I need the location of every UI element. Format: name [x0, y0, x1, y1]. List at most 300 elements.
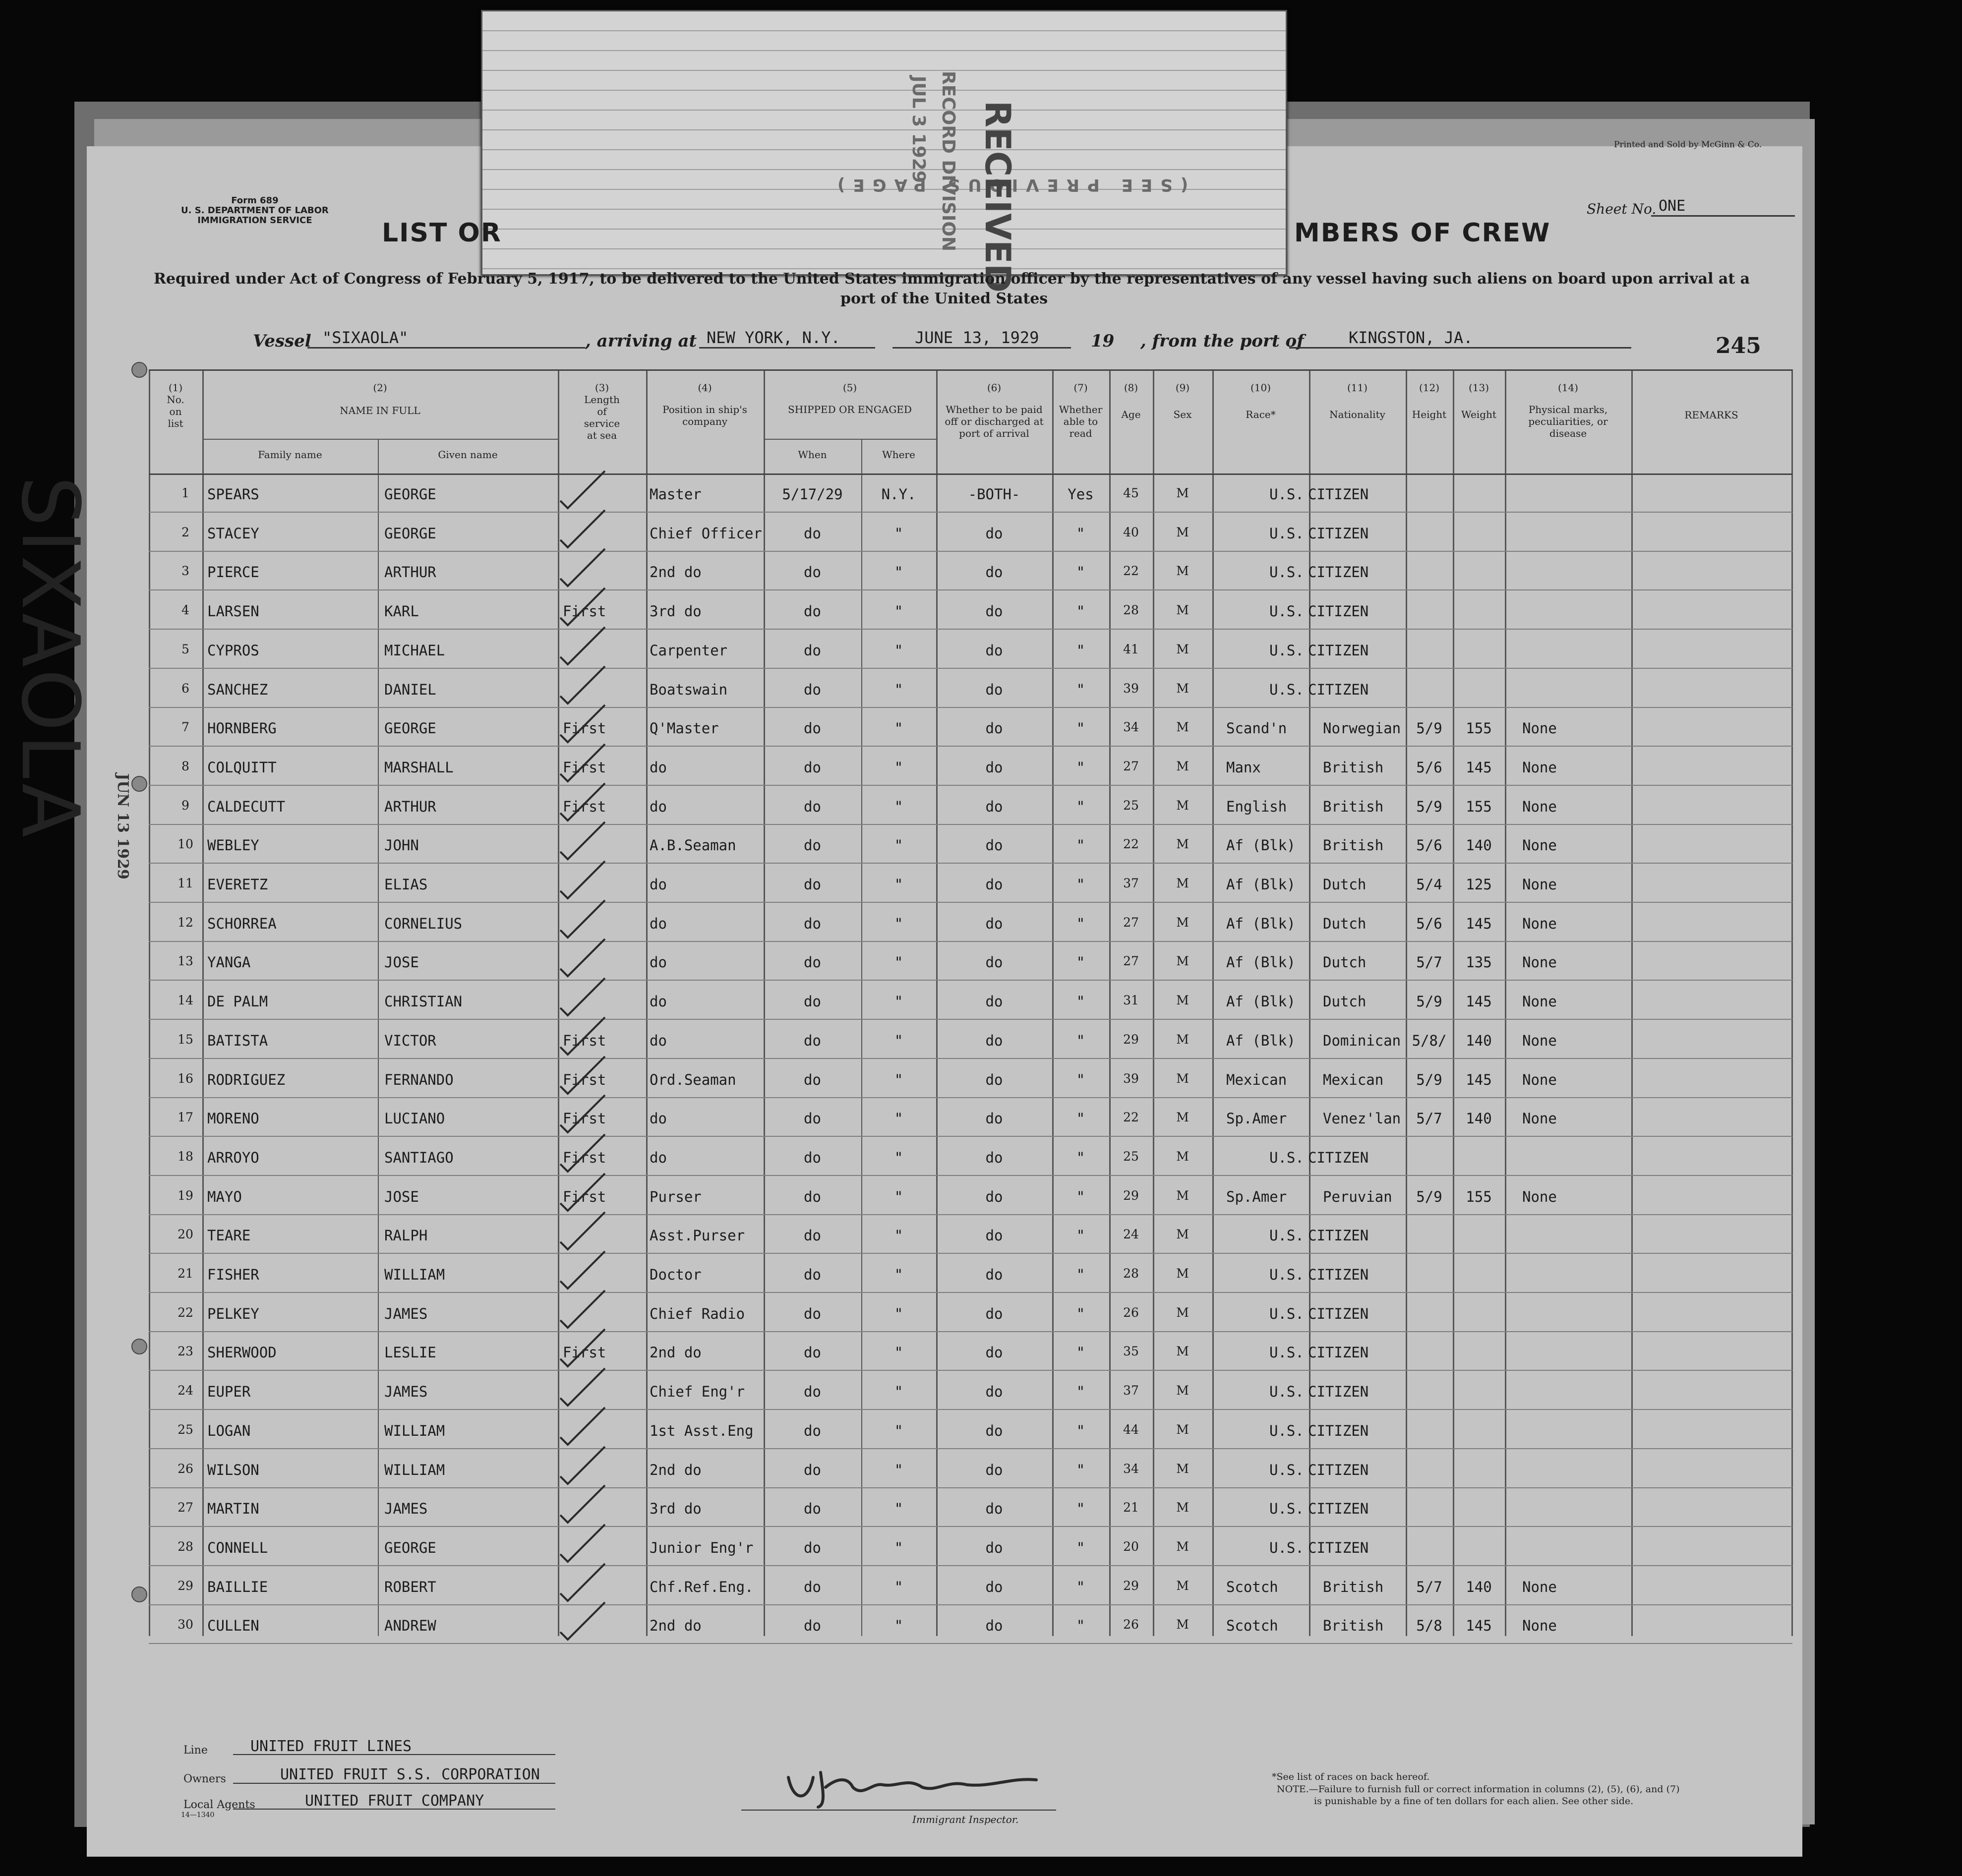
sex: M — [1176, 1422, 1189, 1437]
paid-off: do — [985, 1422, 1003, 1439]
physical-marks: None — [1522, 993, 1557, 1010]
position: do — [650, 798, 667, 815]
sex: M — [1176, 681, 1189, 696]
given-name: DANIEL — [384, 681, 436, 698]
family-name-header: Family name — [258, 449, 322, 461]
paid-off: -BOTH- — [968, 486, 1020, 503]
shipped-where: " — [894, 720, 903, 737]
family-name: FISHER — [207, 1266, 259, 1283]
margin-date-stamp: JUN 13 1929 — [114, 773, 131, 879]
shipped-where: " — [894, 1110, 903, 1127]
able-to-read: " — [1076, 1344, 1085, 1361]
nationality: CITIZEN — [1308, 1305, 1369, 1322]
check-mark-icon — [545, 1442, 645, 1486]
shipped-subheader-rule — [764, 439, 936, 440]
shipped-when: do — [804, 1188, 821, 1205]
row-number: 29 — [178, 1578, 193, 1593]
race: Manx — [1226, 759, 1261, 776]
family-name: SANCHEZ — [207, 681, 268, 698]
given-name: JAMES — [384, 1305, 428, 1322]
col13-header: (13) Weight — [1461, 382, 1496, 420]
paid-off: do — [985, 525, 1003, 542]
shipped-where: " — [894, 954, 903, 971]
binder-hole — [131, 776, 147, 792]
sex: M — [1176, 1266, 1189, 1281]
see-previous-page-text: (SEE PREVIOUS PAGE) — [830, 175, 1189, 195]
nationality: CITIZEN — [1308, 603, 1369, 620]
paid-off: do — [985, 1110, 1003, 1127]
race: U.S. — [1269, 1266, 1304, 1283]
service-name: IMMIGRATION SERVICE — [197, 215, 312, 226]
row-number: 16 — [178, 1071, 193, 1086]
service-length: First — [563, 759, 606, 776]
shipped-when: do — [804, 759, 821, 776]
physical-marks: None — [1522, 1071, 1557, 1088]
row-number: 12 — [178, 915, 193, 930]
able-to-read: " — [1076, 642, 1085, 659]
height: 5/8 — [1416, 1617, 1442, 1635]
weight: 140 — [1466, 1032, 1492, 1049]
shipped-where: " — [894, 525, 903, 542]
position: A.B.Seaman — [650, 837, 736, 854]
service-length: First — [563, 798, 606, 815]
row-rule — [149, 1175, 1792, 1176]
check-mark-icon — [545, 1052, 645, 1096]
shipped-where: " — [894, 564, 903, 581]
race: U.S. — [1269, 642, 1304, 659]
nationality: CITIZEN — [1308, 486, 1369, 503]
shipped-when: do — [804, 720, 821, 737]
family-name: SPEARS — [207, 486, 259, 503]
paid-off: do — [985, 681, 1003, 698]
family-name: HORNBERG — [207, 720, 277, 737]
height: 5/4 — [1416, 876, 1442, 893]
row-number: 26 — [178, 1461, 193, 1476]
age: 44 — [1123, 1422, 1139, 1437]
shipped-when: do — [804, 1539, 821, 1556]
sex: M — [1176, 720, 1189, 735]
physical-marks: None — [1522, 1110, 1557, 1127]
shipped-when: 5/17/29 — [782, 486, 843, 503]
shipped-where: " — [894, 1149, 903, 1166]
weight: 125 — [1466, 876, 1492, 893]
row-number: 28 — [178, 1539, 193, 1554]
nationality: CITIZEN — [1308, 564, 1369, 581]
able-to-read: " — [1076, 1188, 1085, 1205]
col11-header: (11) Nationality — [1329, 382, 1385, 420]
position: Boatswain — [650, 681, 728, 698]
nationality: Peruvian — [1323, 1188, 1392, 1205]
race: Sp.Amer — [1226, 1110, 1287, 1127]
row-number: 20 — [178, 1227, 193, 1242]
sex: M — [1176, 1539, 1189, 1554]
position: Chf.Ref.Eng. — [650, 1578, 754, 1595]
able-to-read: " — [1076, 1422, 1085, 1439]
given-name: ARTHUR — [384, 798, 436, 815]
shipped-where: " — [894, 798, 903, 815]
given-name: LUCIANO — [384, 1110, 445, 1127]
row-number: 6 — [181, 681, 189, 696]
position: 2nd do — [650, 1461, 702, 1478]
given-name: WILLIAM — [384, 1461, 445, 1478]
from-label: , from the port of — [1140, 331, 1304, 351]
row-number: 21 — [178, 1266, 193, 1281]
able-to-read: " — [1076, 564, 1085, 581]
able-to-read: " — [1076, 1149, 1085, 1166]
age: 20 — [1123, 1539, 1139, 1554]
shipped-where: " — [894, 1305, 903, 1322]
row-number: 22 — [178, 1305, 193, 1320]
height: 5/7 — [1416, 1578, 1442, 1595]
row-number: 4 — [181, 603, 189, 618]
shipped-when: do — [804, 954, 821, 971]
position: do — [650, 993, 667, 1010]
race: Af (Blk) — [1226, 837, 1296, 854]
shipped-when: do — [804, 915, 821, 932]
nationality: CITIZEN — [1308, 1227, 1369, 1244]
position: Master — [650, 486, 702, 503]
age: 45 — [1123, 486, 1139, 500]
where-header: Where — [882, 449, 915, 461]
binder-hole — [131, 362, 147, 378]
able-to-read: " — [1076, 993, 1085, 1010]
age: 26 — [1123, 1617, 1139, 1632]
printer-note: Printed and Sold by McGinn & Co. — [1614, 140, 1762, 150]
record-division-stamp: RECORD DIVISION — [938, 71, 958, 252]
height: 5/6 — [1416, 915, 1442, 932]
row-rule — [149, 707, 1792, 708]
position: 2nd do — [650, 1344, 702, 1361]
department-name: U. S. DEPARTMENT OF LABOR — [181, 205, 329, 216]
age: 35 — [1123, 1344, 1139, 1359]
row-number: 27 — [178, 1500, 193, 1515]
row-number: 10 — [178, 837, 193, 852]
row-rule — [149, 551, 1792, 552]
weight: 145 — [1466, 1071, 1492, 1088]
from-port-line — [1289, 347, 1631, 349]
age: 37 — [1123, 1383, 1139, 1398]
row-rule — [149, 1565, 1792, 1566]
given-name: ARTHUR — [384, 564, 436, 581]
shipped-where: " — [894, 1617, 903, 1635]
check-mark-icon — [545, 700, 645, 745]
family-name: COLQUITT — [207, 759, 277, 776]
position: Purser — [650, 1188, 702, 1205]
height: 5/9 — [1416, 1071, 1442, 1088]
sheet-label: Sheet No. — [1587, 201, 1657, 217]
vessel-name-handwritten: SIXAOLA — [4, 476, 97, 841]
physical-marks: None — [1522, 915, 1557, 932]
vessel-label: Vessel — [253, 331, 311, 351]
col5-header: (5) SHIPPED OR ENGAGED — [788, 382, 912, 415]
given-name: JAMES — [384, 1500, 428, 1518]
given-name: GEORGE — [384, 1539, 436, 1556]
age: 29 — [1123, 1578, 1139, 1593]
inspector-signature — [778, 1758, 1076, 1812]
nationality: CITIZEN — [1308, 1500, 1369, 1518]
physical-marks: None — [1522, 720, 1557, 737]
shipped-where: " — [894, 876, 903, 893]
inspector-label: Immigrant Inspector. — [912, 1814, 1019, 1825]
check-mark-icon — [545, 778, 645, 823]
row-rule — [149, 863, 1792, 864]
sex: M — [1176, 837, 1189, 852]
col10-header: (10) Race* — [1246, 382, 1276, 420]
family-name: CONNELL — [207, 1539, 268, 1556]
sex: M — [1176, 954, 1189, 969]
able-to-read: " — [1076, 954, 1085, 971]
row-number: 24 — [178, 1383, 193, 1398]
row-number: 17 — [178, 1110, 193, 1125]
given-name: JOHN — [384, 837, 419, 854]
check-mark-icon — [545, 1169, 645, 1213]
given-name: WILLIAM — [384, 1266, 445, 1283]
race: U.S. — [1269, 681, 1304, 698]
line-underline — [233, 1754, 555, 1755]
age: 39 — [1123, 681, 1139, 696]
arrival-date: JUNE 13, 1929 — [915, 328, 1039, 347]
col3-header: (3) Length of service at sea — [584, 382, 620, 441]
shipped-when: do — [804, 1422, 821, 1439]
sex: M — [1176, 1032, 1189, 1047]
race: Scotch — [1226, 1578, 1278, 1595]
race: English — [1226, 798, 1287, 815]
shipped-where: " — [894, 1344, 903, 1361]
given-name: JOSE — [384, 1188, 419, 1205]
paid-off: do — [985, 603, 1003, 620]
shipped-where: " — [894, 1032, 903, 1049]
shipped-where: " — [894, 993, 903, 1010]
row-rule — [149, 1136, 1792, 1137]
family-name: LARSEN — [207, 603, 259, 620]
subtitle-line-1: Required under Act of Congress of February 5, 1917, to be delivered to the United States immigration officer by the representatives of any vessel having such aliens on board upon arrival at a — [154, 270, 1750, 288]
race: U.S. — [1269, 486, 1304, 503]
race: Af (Blk) — [1226, 1032, 1296, 1049]
paid-off: do — [985, 1344, 1003, 1361]
physical-marks: None — [1522, 837, 1557, 854]
position: do — [650, 759, 667, 776]
check-mark-icon — [545, 856, 645, 901]
arriving-label: , arriving at — [585, 331, 697, 351]
row-number: 3 — [181, 564, 189, 579]
paid-off: do — [985, 1461, 1003, 1478]
check-mark-icon — [545, 1363, 645, 1408]
service-length: First — [563, 1344, 606, 1361]
shipped-where: N.Y. — [881, 486, 916, 503]
nationality: Dominican — [1323, 1032, 1401, 1049]
weight: 140 — [1466, 1578, 1492, 1595]
row-rule — [149, 1019, 1792, 1020]
given-name: WILLIAM — [384, 1422, 445, 1439]
nationality: CITIZEN — [1308, 1266, 1369, 1283]
col-rule — [378, 439, 379, 1636]
owners-value: UNITED FRUIT S.S. CORPORATION — [280, 1766, 540, 1783]
paid-off: do — [985, 993, 1003, 1010]
physical-marks: None — [1522, 1032, 1557, 1049]
family-name: WILSON — [207, 1461, 259, 1478]
row-rule — [149, 746, 1792, 747]
paid-off: do — [985, 720, 1003, 737]
shipped-when: do — [804, 1578, 821, 1595]
nationality: British — [1323, 798, 1384, 815]
family-name: SCHORREA — [207, 915, 277, 932]
check-mark-icon — [545, 1324, 645, 1369]
family-name: CALDECUTT — [207, 798, 286, 815]
col9-header: (9) Sex — [1173, 382, 1192, 420]
col14-header: (14) Physical marks, peculiarities, or disease — [1528, 382, 1608, 439]
check-mark-icon — [545, 661, 645, 706]
remarks-header: REMARKS — [1684, 409, 1738, 421]
position: 3rd do — [650, 1500, 702, 1518]
shipped-where: " — [894, 1461, 903, 1478]
col4-header: (4) Position in ship's company — [662, 382, 747, 427]
received-stamp: RECEIVED — [977, 101, 1018, 293]
service-length: First — [563, 1149, 606, 1166]
able-to-read: " — [1076, 720, 1085, 737]
shipped-when: do — [804, 1305, 821, 1322]
row-rule — [149, 1097, 1792, 1098]
race: Scand'n — [1226, 720, 1287, 737]
from-port: KINGSTON, JA. — [1349, 328, 1473, 347]
shipped-where: " — [894, 681, 903, 698]
family-name: EVERETZ — [207, 876, 268, 893]
service-length: First — [563, 720, 606, 737]
nationality: Norwegian — [1323, 720, 1401, 737]
row-rule — [149, 1370, 1792, 1371]
given-name: CORNELIUS — [384, 915, 463, 932]
position: Chief Officer — [650, 525, 762, 542]
paid-off: do — [985, 1149, 1003, 1166]
weight: 155 — [1466, 798, 1492, 815]
family-name: STACEY — [207, 525, 259, 542]
shipped-when: do — [804, 642, 821, 659]
position: do — [650, 1110, 667, 1127]
row-rule — [149, 1526, 1792, 1527]
race: U.S. — [1269, 525, 1304, 542]
height: 5/7 — [1416, 1110, 1442, 1127]
check-mark-icon — [545, 1129, 645, 1174]
able-to-read: " — [1076, 603, 1085, 620]
height: 5/7 — [1416, 954, 1442, 971]
sex: M — [1176, 1500, 1189, 1515]
age: 22 — [1123, 1110, 1139, 1125]
able-to-read: " — [1076, 525, 1085, 542]
shipped-where: " — [894, 1500, 903, 1518]
check-mark-icon — [545, 1559, 645, 1603]
sex: M — [1176, 1617, 1189, 1632]
fine-note-1: NOTE.—Failure to furnish full or correct information in columns (2), (5), (6), and (7) — [1277, 1784, 1680, 1795]
nationality: CITIZEN — [1308, 525, 1369, 542]
paid-off: do — [985, 1383, 1003, 1401]
able-to-read: " — [1076, 759, 1085, 776]
when-header: When — [798, 449, 827, 461]
shipped-when: do — [804, 1032, 821, 1049]
given-name-header: Given name — [438, 449, 498, 461]
race: U.S. — [1269, 1305, 1304, 1322]
shipped-when: do — [804, 681, 821, 698]
shipped-when: do — [804, 525, 821, 542]
age: 22 — [1123, 837, 1139, 852]
age: 25 — [1123, 1149, 1139, 1164]
row-rule — [149, 980, 1792, 981]
sex: M — [1176, 525, 1189, 539]
row-rule — [149, 902, 1792, 903]
sex: M — [1176, 1071, 1189, 1086]
given-name: JOSE — [384, 954, 419, 971]
nationality: British — [1323, 837, 1384, 854]
shipped-when: do — [804, 603, 821, 620]
nationality: CITIZEN — [1308, 1461, 1369, 1478]
col-rule — [1505, 369, 1506, 1636]
height: 5/9 — [1416, 798, 1442, 815]
able-to-read: " — [1076, 876, 1085, 893]
row-number: 11 — [178, 876, 193, 890]
race: U.S. — [1269, 1383, 1304, 1401]
able-to-read: " — [1076, 1266, 1085, 1283]
age: 28 — [1123, 603, 1139, 618]
physical-marks: None — [1522, 876, 1557, 893]
race: U.S. — [1269, 1149, 1304, 1166]
age: 21 — [1123, 1500, 1139, 1515]
service-length: First — [563, 1032, 606, 1049]
paid-off: do — [985, 1227, 1003, 1244]
physical-marks: None — [1522, 1617, 1557, 1635]
date-line — [892, 347, 1071, 349]
row-number: 18 — [178, 1149, 193, 1164]
age: 27 — [1123, 759, 1139, 773]
age: 26 — [1123, 1305, 1139, 1320]
paid-off: do — [985, 915, 1003, 932]
age: 24 — [1123, 1227, 1139, 1242]
sheet-number: ONE — [1659, 197, 1686, 215]
nationality: Dutch — [1323, 876, 1367, 893]
weight: 145 — [1466, 759, 1492, 776]
shipped-when: do — [804, 1149, 821, 1166]
race: Sp.Amer — [1226, 1188, 1287, 1205]
able-to-read: " — [1076, 1461, 1085, 1478]
nationality: CITIZEN — [1308, 1344, 1369, 1361]
sex: M — [1176, 1227, 1189, 1242]
fine-note-2: is punishable by a fine of ten dollars for each alien. See other side. — [1314, 1796, 1634, 1807]
check-mark-icon — [545, 1246, 645, 1291]
paid-off: do — [985, 876, 1003, 893]
race: Af (Blk) — [1226, 993, 1296, 1010]
row-number: 1 — [181, 486, 189, 500]
given-name: KARL — [384, 603, 419, 620]
row-number: 5 — [181, 642, 189, 656]
able-to-read: " — [1076, 1500, 1085, 1518]
row-number: 25 — [178, 1422, 193, 1437]
physical-marks: None — [1522, 798, 1557, 815]
check-mark-icon — [545, 973, 645, 1018]
row-rule — [149, 1487, 1792, 1488]
shipped-where: " — [894, 759, 903, 776]
given-name: GEORGE — [384, 720, 436, 737]
check-mark-icon — [545, 583, 645, 628]
paid-off: do — [985, 759, 1003, 776]
year-label: 19 — [1091, 331, 1115, 351]
weight: 140 — [1466, 1110, 1492, 1127]
able-to-read: " — [1076, 837, 1085, 854]
sex: M — [1176, 876, 1189, 890]
shipped-where: " — [894, 1188, 903, 1205]
col-rule — [1631, 369, 1633, 1636]
weight: 140 — [1466, 837, 1492, 854]
owners-label: Owners — [183, 1773, 226, 1785]
line-value: UNITED FRUIT LINES — [250, 1738, 412, 1755]
row-rule — [149, 1604, 1792, 1605]
check-mark-icon — [545, 1520, 645, 1564]
